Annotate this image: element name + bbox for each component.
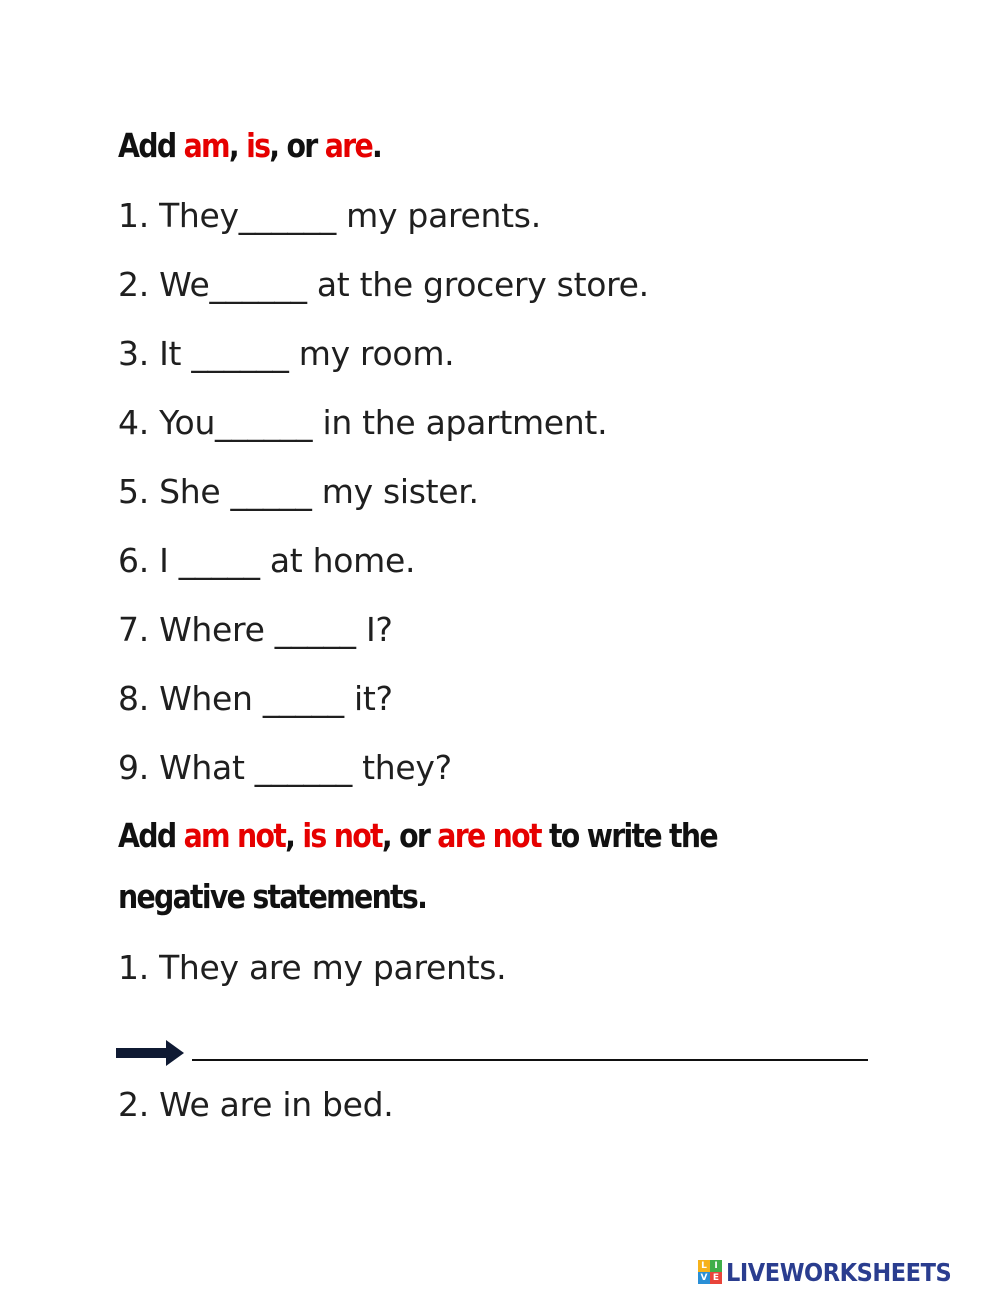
exercise-item-2: 2. We______ at the grocery store.	[118, 265, 649, 304]
keyword-are: are	[324, 126, 372, 165]
exercise-item-6: 6. I _____ at home.	[118, 541, 416, 580]
exercise-item-5: 5. She _____ my sister.	[118, 472, 479, 511]
answer-blank-line[interactable]	[192, 1059, 868, 1061]
exercise-item-9: 9. What ______ they?	[118, 748, 452, 787]
exercise-item-8: 8. When _____ it?	[118, 679, 393, 718]
negative-item-1: 1. They are my parents.	[118, 948, 507, 987]
heading-text: to write the	[540, 816, 717, 855]
liveworksheets-logo	[698, 1255, 976, 1289]
keyword-is-not: is not	[302, 816, 382, 855]
heading-text: , or	[381, 816, 438, 855]
heading-text: Add	[118, 816, 184, 855]
heading-text: Add	[118, 126, 184, 165]
heading-text: ,	[285, 816, 303, 855]
section-1-heading	[118, 126, 381, 165]
logo-text: LIVEWORKSHEETS	[726, 1257, 952, 1287]
exercise-item-4: 4. You______ in the apartment.	[118, 403, 608, 442]
exercise-item-3: 3. It ______ my room.	[118, 334, 455, 373]
logo-mark-letter: E	[710, 1272, 722, 1284]
heading-text: ,	[228, 126, 247, 165]
logo-mark-icon	[698, 1260, 722, 1284]
exercise-item-1: 1. They______ my parents.	[118, 196, 541, 235]
section-2-heading	[118, 816, 717, 855]
keyword-is: is	[246, 126, 270, 165]
keyword-am: am	[183, 126, 229, 165]
keyword-are-not: are not	[437, 816, 541, 855]
answer-row	[116, 1036, 876, 1070]
logo-mark-letter: I	[710, 1260, 722, 1272]
logo-mark-letter: L	[698, 1260, 710, 1272]
exercise-item-7: 7. Where _____ I?	[118, 610, 393, 649]
negative-item-2: 2. We are in bed.	[118, 1085, 394, 1124]
heading-text: .	[371, 126, 382, 165]
section-2-heading-line-2: negative statements.	[118, 877, 427, 916]
arrow-right-icon	[116, 1038, 186, 1068]
heading-text: , or	[269, 126, 325, 165]
keyword-am-not: am not	[183, 816, 286, 855]
logo-mark-letter: V	[698, 1272, 710, 1284]
